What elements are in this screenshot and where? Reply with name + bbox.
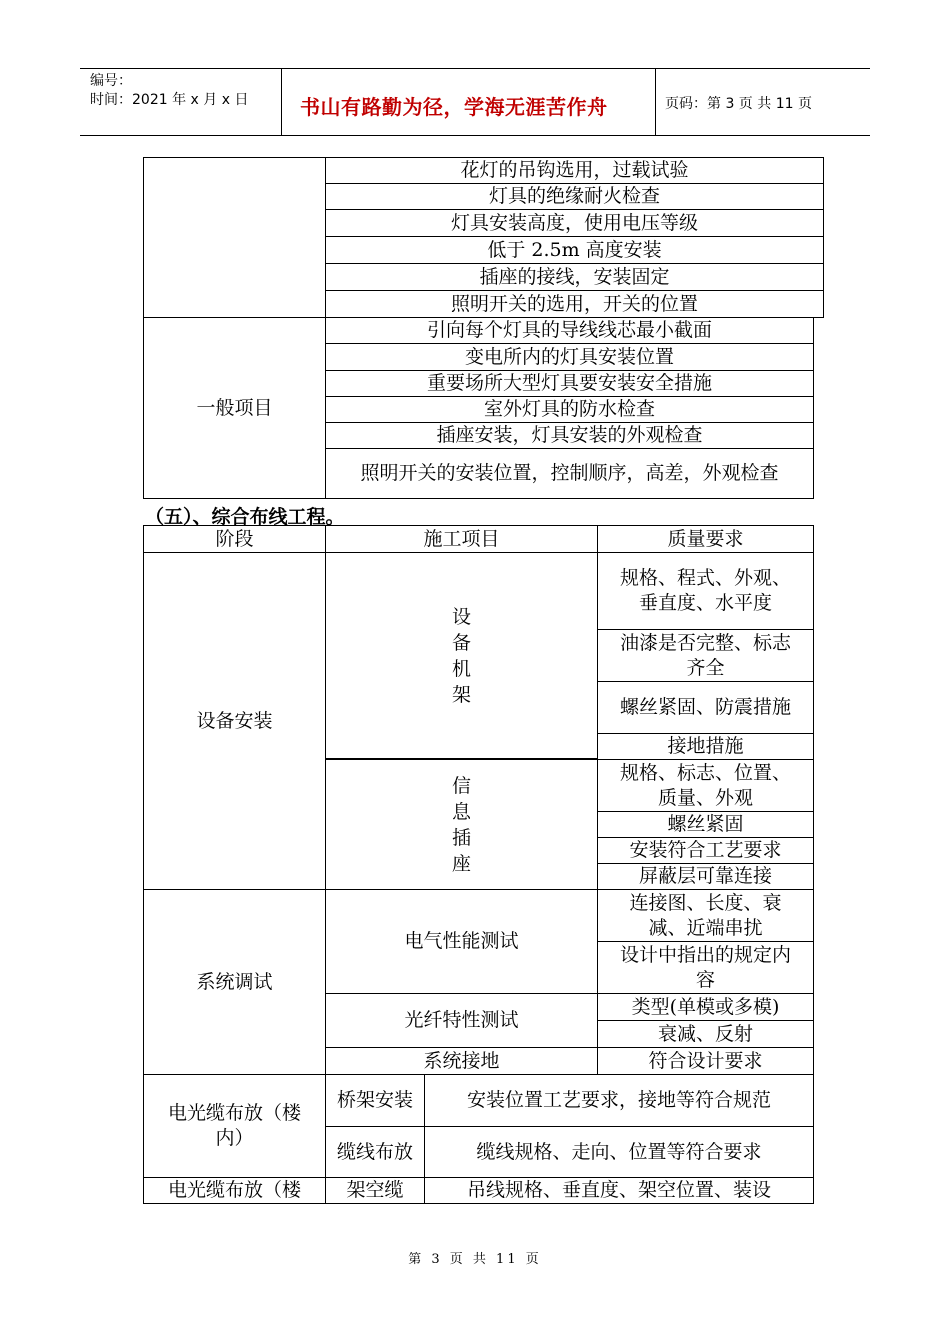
item-fiber-test: 光纤特性测试 — [325, 993, 598, 1048]
item-char: 机 — [451, 657, 471, 680]
header-divider-1 — [281, 68, 282, 136]
item-info-outlet — [325, 759, 598, 890]
requirement-cell: 屏蔽层可靠连接 — [597, 863, 814, 890]
table-row: 重要场所大型灯具要安装安全措施 — [325, 370, 814, 397]
item-tray-install: 桥架安装 — [325, 1074, 425, 1127]
requirement-cell: 符合设计要求 — [597, 1047, 814, 1075]
table-row: 插座安装，灯具安装的外观检查 — [325, 422, 814, 449]
item-electrical-test: 电气性能测试 — [325, 889, 598, 994]
requirement-cell: 类型(单模或多模) — [597, 993, 814, 1021]
item-char: 设 — [451, 605, 471, 628]
item-char: 座 — [451, 852, 471, 875]
group-top-label-cell — [143, 157, 326, 318]
requirement-cell: 设计中指出的规定内容 — [597, 941, 814, 994]
table-row: 插座的接线，安装固定 — [325, 263, 824, 291]
item-grounding: 系统接地 — [325, 1047, 598, 1075]
header-divider-2 — [655, 68, 656, 136]
section-title: （五）、综合布线工程。 — [145, 506, 345, 528]
table-row: 引向每个灯具的导线线芯最小截面 — [325, 317, 814, 344]
requirement-cell: 衰减、反射 — [597, 1020, 814, 1048]
requirement-cell: 规格、程式、外观、垂直度、水平度 — [597, 552, 814, 630]
item-char: 息 — [451, 800, 471, 823]
column-header-item: 施工项目 — [325, 525, 598, 553]
table-row: 低于 2.5m 高度安装 — [325, 236, 824, 264]
requirement-cell: 螺丝紧固、防震措施 — [597, 681, 814, 734]
header-bottom-rule — [80, 135, 870, 136]
table-row: 照明开关的安装位置，控制顺序，高差，外观检查 — [325, 448, 814, 499]
stage-cable-indoor: 电光缆布放（楼内） — [143, 1074, 326, 1178]
table-row: 灯具安装高度，使用电压等级 — [325, 209, 824, 237]
item-char: 架 — [451, 683, 471, 706]
requirement-cell: 规格、标志、位置、质量、外观 — [597, 759, 814, 812]
table-row: 灯具的绝缘耐火检查 — [325, 183, 824, 210]
header-motto: 书山有路勤为径，学海无涯苦作舟 — [300, 95, 608, 119]
page-footer: 第 3 页 共 11 页 — [408, 1252, 542, 1267]
table-row: 变电所内的灯具安装位置 — [325, 343, 814, 371]
column-header-requirement: 质量要求 — [597, 525, 814, 553]
table-row: 花灯的吊钩选用，过载试验 — [325, 157, 824, 184]
item-char: 信 — [451, 774, 471, 797]
item-char: 插 — [451, 826, 471, 849]
requirement-cell: 吊线规格、垂直度、架空位置、装设 — [424, 1177, 814, 1204]
column-header-stage: 阶段 — [143, 525, 326, 553]
requirement-cell: 安装位置工艺要求，接地等符合规范 — [424, 1074, 814, 1127]
requirement-cell: 油漆是否完整、标志齐全 — [597, 629, 814, 682]
item-aerial-cable: 架空缆 — [325, 1177, 425, 1204]
table-row: 照明开关的选用，开关的位置 — [325, 290, 824, 318]
header-top-rule — [80, 68, 870, 69]
table-row: 室外灯具的防水检查 — [325, 396, 814, 423]
stage-equipment-install: 设备安装 — [143, 552, 326, 890]
requirement-cell: 螺丝紧固 — [597, 811, 814, 838]
stage-system-debug: 系统调试 — [143, 889, 326, 1075]
stage-cable-outdoor: 电光缆布放（楼 — [143, 1177, 326, 1204]
requirement-cell: 接地措施 — [597, 733, 814, 760]
requirement-cell: 缆线规格、走向、位置等符合要求 — [424, 1126, 814, 1178]
requirement-cell: 安装符合工艺要求 — [597, 837, 814, 864]
requirement-cell: 连接图、长度、衰减、近端串扰 — [597, 889, 814, 942]
header-page-label: 页码：第 3 页 共 11 页 — [665, 96, 812, 112]
header-number-label: 编号： — [90, 73, 132, 89]
item-char: 备 — [451, 631, 471, 654]
header-time-label: 时间：2021 年 x 月 x 日 — [90, 92, 249, 108]
item-cable-laying: 缆线布放 — [325, 1126, 425, 1178]
group-general-label-cell: 一般项目 — [143, 317, 326, 499]
item-equipment-rack — [325, 552, 598, 759]
